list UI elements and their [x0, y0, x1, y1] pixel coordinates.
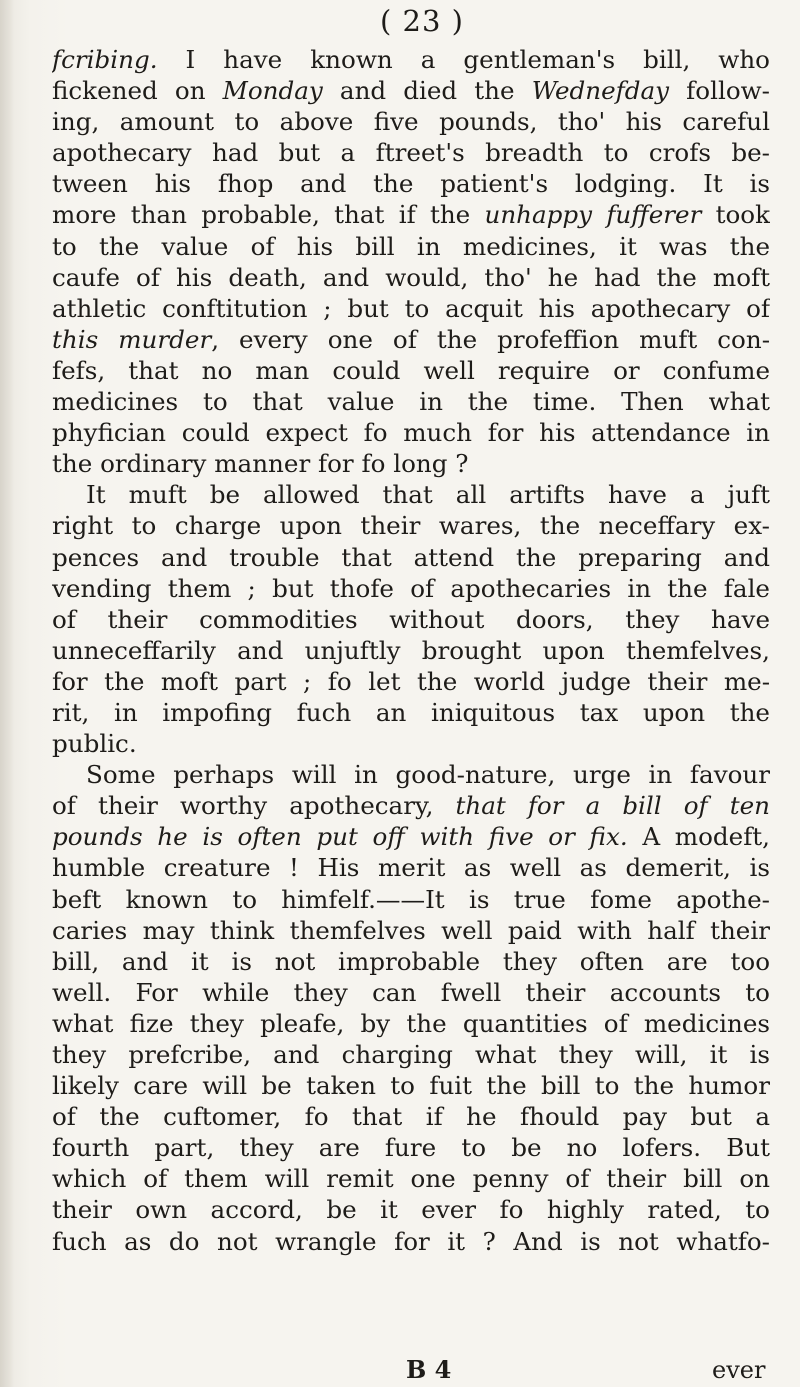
text-run: public. — [52, 729, 137, 759]
text-line — [52, 1008, 770, 1039]
text-run: of their commodities without doors, they have — [52, 604, 770, 634]
text-line — [52, 479, 770, 510]
text-run: more than probable, that if the — [52, 200, 485, 230]
text-run: vending them ; but thofe of apothecaries in the fale — [52, 573, 770, 603]
text-line — [52, 852, 770, 883]
text-run: which of them will remit one penny of their bill on — [52, 1164, 770, 1194]
text-line — [52, 106, 770, 137]
text-run: what fize they pleafe, by the quantities of medicines — [52, 1008, 770, 1038]
text-run: caries may think themfelves well paid with half their — [52, 915, 770, 945]
text-run: fickened on — [52, 76, 223, 106]
text-line — [52, 355, 770, 386]
text-line — [52, 199, 770, 230]
text-line — [52, 790, 770, 821]
page-footer — [0, 1354, 800, 1386]
text-run: unneceffarily and unjuftly brought upon themfelves, — [52, 635, 770, 665]
text-run: for the moft part ; fo let the world judge their me- — [52, 666, 770, 696]
text-run: they prefcribe, and charging what they will, it is — [52, 1040, 770, 1069]
text-run: follow- — [669, 76, 770, 106]
text-line — [52, 1194, 770, 1225]
text-line — [52, 1070, 770, 1101]
italic-text: pounds he is often put off with five or fix. — [52, 822, 628, 852]
text-line — [52, 324, 770, 355]
text-line — [52, 604, 770, 635]
text-run: rit, in impofing fuch an iniquitous tax upon the — [52, 697, 770, 727]
text-line — [52, 262, 770, 293]
text-line — [52, 293, 770, 324]
text-line — [52, 915, 770, 946]
italic-text: this murder — [52, 324, 212, 354]
text-line — [52, 448, 770, 479]
italic-text: Wednefday — [531, 76, 670, 106]
text-run: Some perhaps will in good-nature, urge in favour — [86, 760, 770, 790]
text-line — [52, 1101, 770, 1132]
text-run: It muft be allowed that all artifts have a juft — [86, 480, 770, 510]
italic-text: that for a bill of ten — [455, 791, 770, 821]
text-run: pences and trouble that attend the preparing and — [52, 542, 770, 572]
text-line — [52, 697, 770, 728]
text-run: A modeft, — [627, 822, 770, 852]
text-line — [52, 542, 770, 573]
text-run: their own accord, be it ever fo highly rated, to — [52, 1195, 770, 1225]
text-run: beft known to himfelf.——It is true fome apothe- — [52, 884, 770, 914]
text-line — [52, 946, 770, 977]
text-run: well. For while they can fwell their accounts to — [52, 977, 770, 1007]
text-line — [52, 1132, 770, 1163]
text-run: tween his fhop and the patient's lodging. It is — [52, 169, 770, 199]
text-run: of their worthy apothecary, — [52, 791, 456, 821]
text-line — [52, 666, 770, 697]
page-gutter — [0, 0, 14, 1387]
text-run: athletic conftitution ; but to acquit his apothecary of — [52, 293, 770, 323]
text-line — [52, 417, 770, 448]
text-run: I have known a gentleman's bill, who — [157, 45, 770, 74]
text-run: right to charge upon their wares, the neceffary ex- — [52, 511, 770, 541]
page-number: ( 23 ) — [380, 4, 464, 38]
italic-text: Monday — [222, 76, 323, 106]
text-line — [52, 728, 770, 759]
text-line — [52, 168, 770, 199]
text-line — [52, 1226, 770, 1257]
text-run: to the value of his bill in medicines, it was the — [52, 231, 770, 261]
text-run: phyfician could expect fo much for his attendance in — [52, 418, 770, 448]
signature-mark: B 4 — [406, 1355, 452, 1384]
text-run: and died the — [322, 76, 532, 106]
text-line — [52, 759, 770, 790]
text-line — [52, 44, 770, 75]
text-run: the ordinary manner for fo long ? — [52, 449, 469, 479]
text-line — [52, 75, 770, 106]
italic-text: fcribing. — [52, 45, 158, 74]
text-run: likely care will be taken to fuit the bill to the humor — [52, 1071, 770, 1101]
text-run: , every one of the profeffion muft con- — [211, 324, 770, 354]
text-run: ing, amount to above five pounds, tho' his careful — [52, 107, 770, 137]
text-line — [52, 573, 770, 604]
catchword: ever — [712, 1356, 766, 1384]
text-line — [52, 635, 770, 666]
italic-text: unhappy fufferer — [484, 200, 702, 230]
text-run: fefs, that no man could well require or confume — [52, 355, 770, 385]
text-line — [52, 137, 770, 168]
text-line — [52, 977, 770, 1008]
text-line — [52, 386, 770, 417]
text-run: bill, and it is not improbable they often are too — [52, 946, 770, 976]
text-run: humble creature ! His merit as well as demerit, is — [52, 853, 770, 883]
text-run: fuch as do not wrangle for it ? And is not whatfo- — [52, 1226, 770, 1256]
text-run: took — [701, 200, 770, 230]
text-line — [52, 821, 770, 852]
text-line — [52, 231, 770, 262]
text-line — [52, 510, 770, 541]
text-line — [52, 884, 770, 915]
text-run: apothecary had but a ftreet's breadth to crofs be- — [52, 138, 770, 168]
text-line — [52, 1039, 770, 1070]
text-run: of the cuftomer, fo that if he fhould pay but a — [52, 1102, 770, 1132]
body-text — [52, 44, 770, 1257]
text-line — [52, 1163, 770, 1194]
text-run: fourth part, they are fure to be no lofers. But — [52, 1133, 770, 1163]
text-run: caufe of his death, and would, tho' he had the moft — [52, 262, 770, 292]
text-run: medicines to that value in the time. Then what — [52, 387, 770, 417]
